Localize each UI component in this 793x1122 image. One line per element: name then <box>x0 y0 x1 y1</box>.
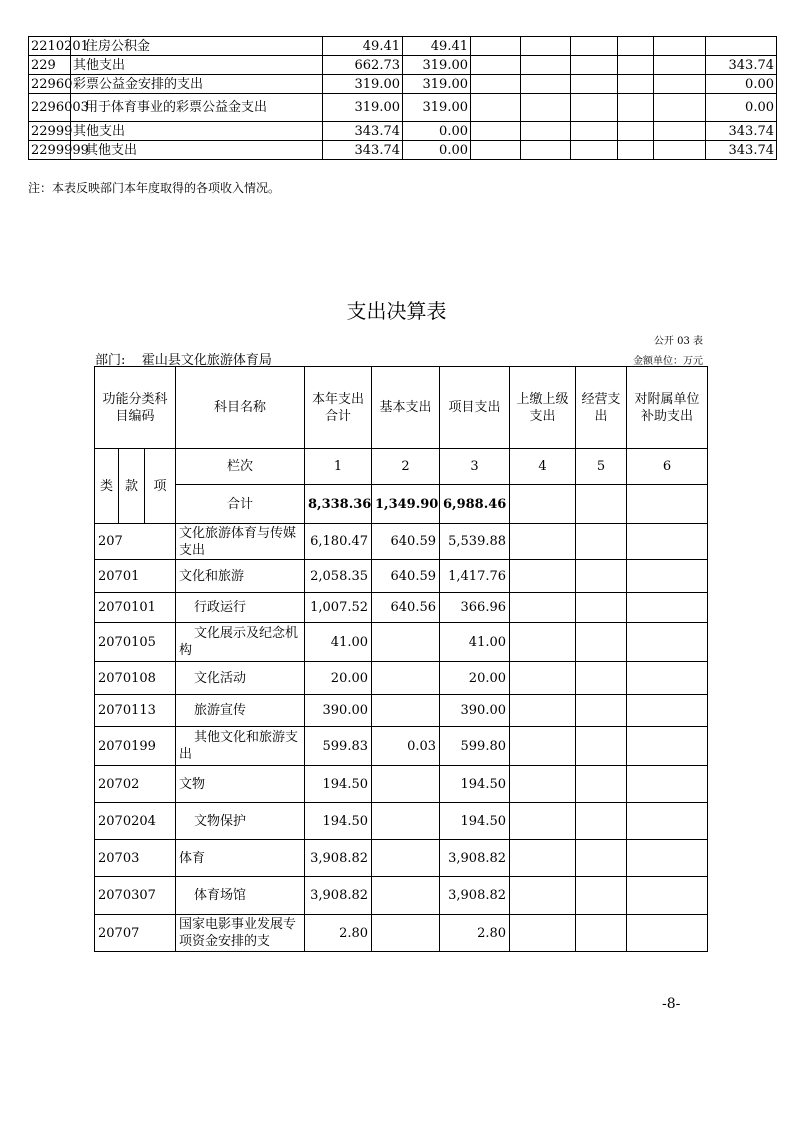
project-amount: 5,539.88 <box>440 524 510 560</box>
total-amount: 194.50 <box>305 803 372 840</box>
basic-amount: 640.59 <box>372 560 440 593</box>
empty-cell <box>627 695 708 727</box>
amount-cell <box>471 141 521 160</box>
empty-cell <box>627 524 708 560</box>
amount-cell <box>521 56 571 75</box>
empty-cell <box>510 623 576 662</box>
empty-cell <box>576 766 627 803</box>
sub-header-class: 类 <box>95 449 119 524</box>
empty-cell <box>510 766 576 803</box>
sub-header-section: 款 <box>119 449 145 524</box>
project-amount: 2.80 <box>440 915 510 952</box>
item-name: 其他支出 <box>71 141 323 160</box>
header-name: 科目名称 <box>176 367 305 449</box>
amount-cell <box>654 37 706 56</box>
basic-amount: 0.03 <box>372 727 440 766</box>
item-code: 2070108 <box>95 662 176 695</box>
item-name: 彩票公益金安排的支出 <box>71 75 323 94</box>
amount-cell <box>654 56 706 75</box>
item-name: 其他支出 <box>71 122 323 141</box>
item-code: 20707 <box>95 915 176 952</box>
item-name: 用于体育事业的彩票公益金支出 <box>71 94 323 122</box>
header-func-code: 功能分类科目编码 <box>95 367 176 449</box>
amount-cell: 49.41 <box>323 37 403 56</box>
item-code: 2070307 <box>95 877 176 915</box>
empty-cell <box>627 623 708 662</box>
amount-cell: 343.74 <box>323 122 403 141</box>
item-name: 文物 <box>176 766 305 803</box>
amount-cell <box>571 56 618 75</box>
amount-cell: 49.41 <box>403 37 471 56</box>
amount-cell <box>571 94 618 122</box>
amount-cell <box>521 75 571 94</box>
amount-cell <box>618 56 654 75</box>
total-basic: 1,349.90 <box>372 485 440 524</box>
item-name: 其他文化和旅游支出 <box>176 727 305 766</box>
empty-cell <box>510 662 576 695</box>
total-project: 6,988.46 <box>440 485 510 524</box>
empty-cell <box>627 840 708 877</box>
empty-cell <box>627 560 708 593</box>
column-label: 栏次 <box>176 449 305 485</box>
total-amount: 194.50 <box>305 766 372 803</box>
amount-cell: 0.00 <box>403 122 471 141</box>
total-amount: 1,007.52 <box>305 593 372 623</box>
empty-cell <box>510 915 576 952</box>
basic-amount <box>372 695 440 727</box>
page-number: -8- <box>662 996 681 1012</box>
table-row <box>95 524 708 560</box>
basic-amount <box>372 877 440 915</box>
amount-cell <box>618 141 654 160</box>
project-amount: 3,908.82 <box>440 877 510 915</box>
column-number: 5 <box>576 449 627 485</box>
empty-cell <box>576 727 627 766</box>
empty-cell <box>576 485 627 524</box>
amount-cell: 343.74 <box>706 141 777 160</box>
basic-amount: 640.59 <box>372 524 440 560</box>
column-number-row <box>95 449 708 485</box>
item-code: 2070101 <box>95 593 176 623</box>
table-row <box>95 727 708 766</box>
empty-cell <box>576 524 627 560</box>
empty-cell <box>627 803 708 840</box>
item-code: 20701 <box>95 560 176 593</box>
empty-cell <box>627 485 708 524</box>
amount-cell <box>618 122 654 141</box>
total-amount: 599.83 <box>305 727 372 766</box>
amount-cell <box>654 94 706 122</box>
project-amount: 41.00 <box>440 623 510 662</box>
item-code: 20703 <box>95 840 176 877</box>
column-number: 4 <box>510 449 576 485</box>
amount-cell <box>618 94 654 122</box>
total-amount: 390.00 <box>305 695 372 727</box>
item-name: 旅游宣传 <box>176 695 305 727</box>
amount-cell <box>571 122 618 141</box>
empty-cell <box>576 695 627 727</box>
amount-cell: 319.00 <box>323 94 403 122</box>
amount-cell <box>471 94 521 122</box>
table-row <box>29 75 777 94</box>
amount-cell: 343.74 <box>706 122 777 141</box>
empty-cell <box>510 840 576 877</box>
table-row <box>29 37 777 56</box>
header-project: 项目支出 <box>440 367 510 449</box>
item-code: 2210201 <box>29 37 71 56</box>
item-code: 2070113 <box>95 695 176 727</box>
amount-cell: 319.00 <box>403 56 471 75</box>
item-code: 2299999 <box>29 141 71 160</box>
department-name: 霍山县文化旅游体育局 <box>141 353 272 368</box>
item-code: 2070204 <box>95 803 176 840</box>
amount-cell <box>654 141 706 160</box>
total-amount: 2,058.35 <box>305 560 372 593</box>
amount-cell <box>521 141 571 160</box>
item-name: 文化活动 <box>176 662 305 695</box>
item-code: 2296003 <box>29 94 71 122</box>
table-row <box>29 122 777 141</box>
item-code: 207 <box>95 524 176 560</box>
header-upper: 上缴上级支出 <box>510 367 576 449</box>
empty-cell <box>576 915 627 952</box>
empty-cell <box>510 560 576 593</box>
project-amount: 390.00 <box>440 695 510 727</box>
item-code: 20702 <box>95 766 176 803</box>
department-label: 部门: <box>95 353 126 368</box>
form-number: 公开 03 表 <box>653 336 703 347</box>
basic-amount <box>372 662 440 695</box>
column-number: 2 <box>372 449 440 485</box>
table-row <box>95 695 708 727</box>
table-note: 注：本表反映部门本年度取得的各项收入情况。 <box>28 181 281 195</box>
table-row <box>29 94 777 122</box>
expenditure-table <box>94 366 708 952</box>
amount-cell <box>571 37 618 56</box>
project-amount: 366.96 <box>440 593 510 623</box>
table-row <box>95 877 708 915</box>
table-row <box>95 766 708 803</box>
table-row <box>29 56 777 75</box>
amount-cell: 319.00 <box>323 75 403 94</box>
amount-cell <box>471 56 521 75</box>
basic-amount <box>372 915 440 952</box>
item-name: 住房公积金 <box>71 37 323 56</box>
amount-cell <box>521 94 571 122</box>
project-amount: 194.50 <box>440 803 510 840</box>
header-basic: 基本支出 <box>372 367 440 449</box>
empty-cell <box>576 623 627 662</box>
amount-cell <box>471 75 521 94</box>
empty-cell <box>627 766 708 803</box>
table-row <box>95 560 708 593</box>
total-amount: 8,338.36 <box>305 485 372 524</box>
empty-cell <box>627 727 708 766</box>
project-amount: 1,417.76 <box>440 560 510 593</box>
empty-cell <box>510 727 576 766</box>
column-number: 3 <box>440 449 510 485</box>
item-code: 2070105 <box>95 623 176 662</box>
project-amount: 3,908.82 <box>440 840 510 877</box>
basic-amount <box>372 766 440 803</box>
total-amount: 6,180.47 <box>305 524 372 560</box>
total-amount: 41.00 <box>305 623 372 662</box>
amount-cell: 0.00 <box>706 75 777 94</box>
project-amount: 194.50 <box>440 766 510 803</box>
item-code: 229 <box>29 56 71 75</box>
project-amount: 599.80 <box>440 727 510 766</box>
total-amount: 20.00 <box>305 662 372 695</box>
empty-cell <box>627 593 708 623</box>
amount-cell <box>618 37 654 56</box>
amount-cell <box>571 141 618 160</box>
total-row <box>95 485 708 524</box>
empty-cell <box>510 803 576 840</box>
item-name: 文化旅游体育与传媒支出 <box>176 524 305 560</box>
item-name: 文物保护 <box>176 803 305 840</box>
column-number: 1 <box>305 449 372 485</box>
amount-cell <box>618 75 654 94</box>
basic-amount <box>372 623 440 662</box>
column-number: 6 <box>627 449 708 485</box>
table-row <box>95 593 708 623</box>
item-name: 体育场馆 <box>176 877 305 915</box>
header-subsidy: 对附属单位补助支出 <box>627 367 708 449</box>
item-name: 国家电影事业发展专项资金安排的支 <box>176 915 305 952</box>
amount-cell: 0.00 <box>706 94 777 122</box>
income-table-continued <box>28 36 777 160</box>
amount-cell <box>571 75 618 94</box>
table-row <box>95 840 708 877</box>
header-total: 本年支出合计 <box>305 367 372 449</box>
empty-cell <box>510 524 576 560</box>
empty-cell <box>576 662 627 695</box>
basic-amount: 640.56 <box>372 593 440 623</box>
table-row <box>95 915 708 952</box>
amount-cell <box>521 122 571 141</box>
empty-cell <box>510 593 576 623</box>
amount-cell <box>471 122 521 141</box>
empty-cell <box>510 485 576 524</box>
amount-cell: 343.74 <box>706 56 777 75</box>
project-amount: 20.00 <box>440 662 510 695</box>
item-name: 行政运行 <box>176 593 305 623</box>
item-code: 22999 <box>29 122 71 141</box>
amount-cell: 0.00 <box>403 141 471 160</box>
amount-cell: 319.00 <box>403 75 471 94</box>
basic-amount <box>372 840 440 877</box>
amount-cell: 319.00 <box>403 94 471 122</box>
header-row <box>95 367 708 449</box>
basic-amount <box>372 803 440 840</box>
empty-cell <box>510 695 576 727</box>
item-name: 体育 <box>176 840 305 877</box>
empty-cell <box>576 593 627 623</box>
empty-cell <box>627 915 708 952</box>
table-row <box>95 623 708 662</box>
total-label: 合计 <box>176 485 305 524</box>
amount-unit: 金额单位：万元 <box>633 356 703 367</box>
table-row <box>95 803 708 840</box>
total-amount: 3,908.82 <box>305 840 372 877</box>
empty-cell <box>576 840 627 877</box>
item-name: 文化展示及纪念机构 <box>176 623 305 662</box>
amount-cell <box>521 37 571 56</box>
empty-cell <box>576 560 627 593</box>
item-code: 22960 <box>29 75 71 94</box>
amount-cell <box>471 37 521 56</box>
amount-cell: 343.74 <box>323 141 403 160</box>
amount-cell <box>654 75 706 94</box>
empty-cell <box>627 662 708 695</box>
total-amount: 3,908.82 <box>305 877 372 915</box>
empty-cell <box>510 877 576 915</box>
table-row <box>29 141 777 160</box>
item-code: 2070199 <box>95 727 176 766</box>
amount-cell <box>706 37 777 56</box>
table-row <box>95 662 708 695</box>
empty-cell <box>576 803 627 840</box>
amount-cell: 662.73 <box>323 56 403 75</box>
page-title: 支出决算表 <box>346 299 447 323</box>
empty-cell <box>576 877 627 915</box>
amount-cell <box>654 122 706 141</box>
empty-cell <box>627 877 708 915</box>
header-business: 经营支出 <box>576 367 627 449</box>
item-name: 其他支出 <box>71 56 323 75</box>
item-name: 文化和旅游 <box>176 560 305 593</box>
total-amount: 2.80 <box>305 915 372 952</box>
sub-header-item: 项 <box>145 449 176 524</box>
